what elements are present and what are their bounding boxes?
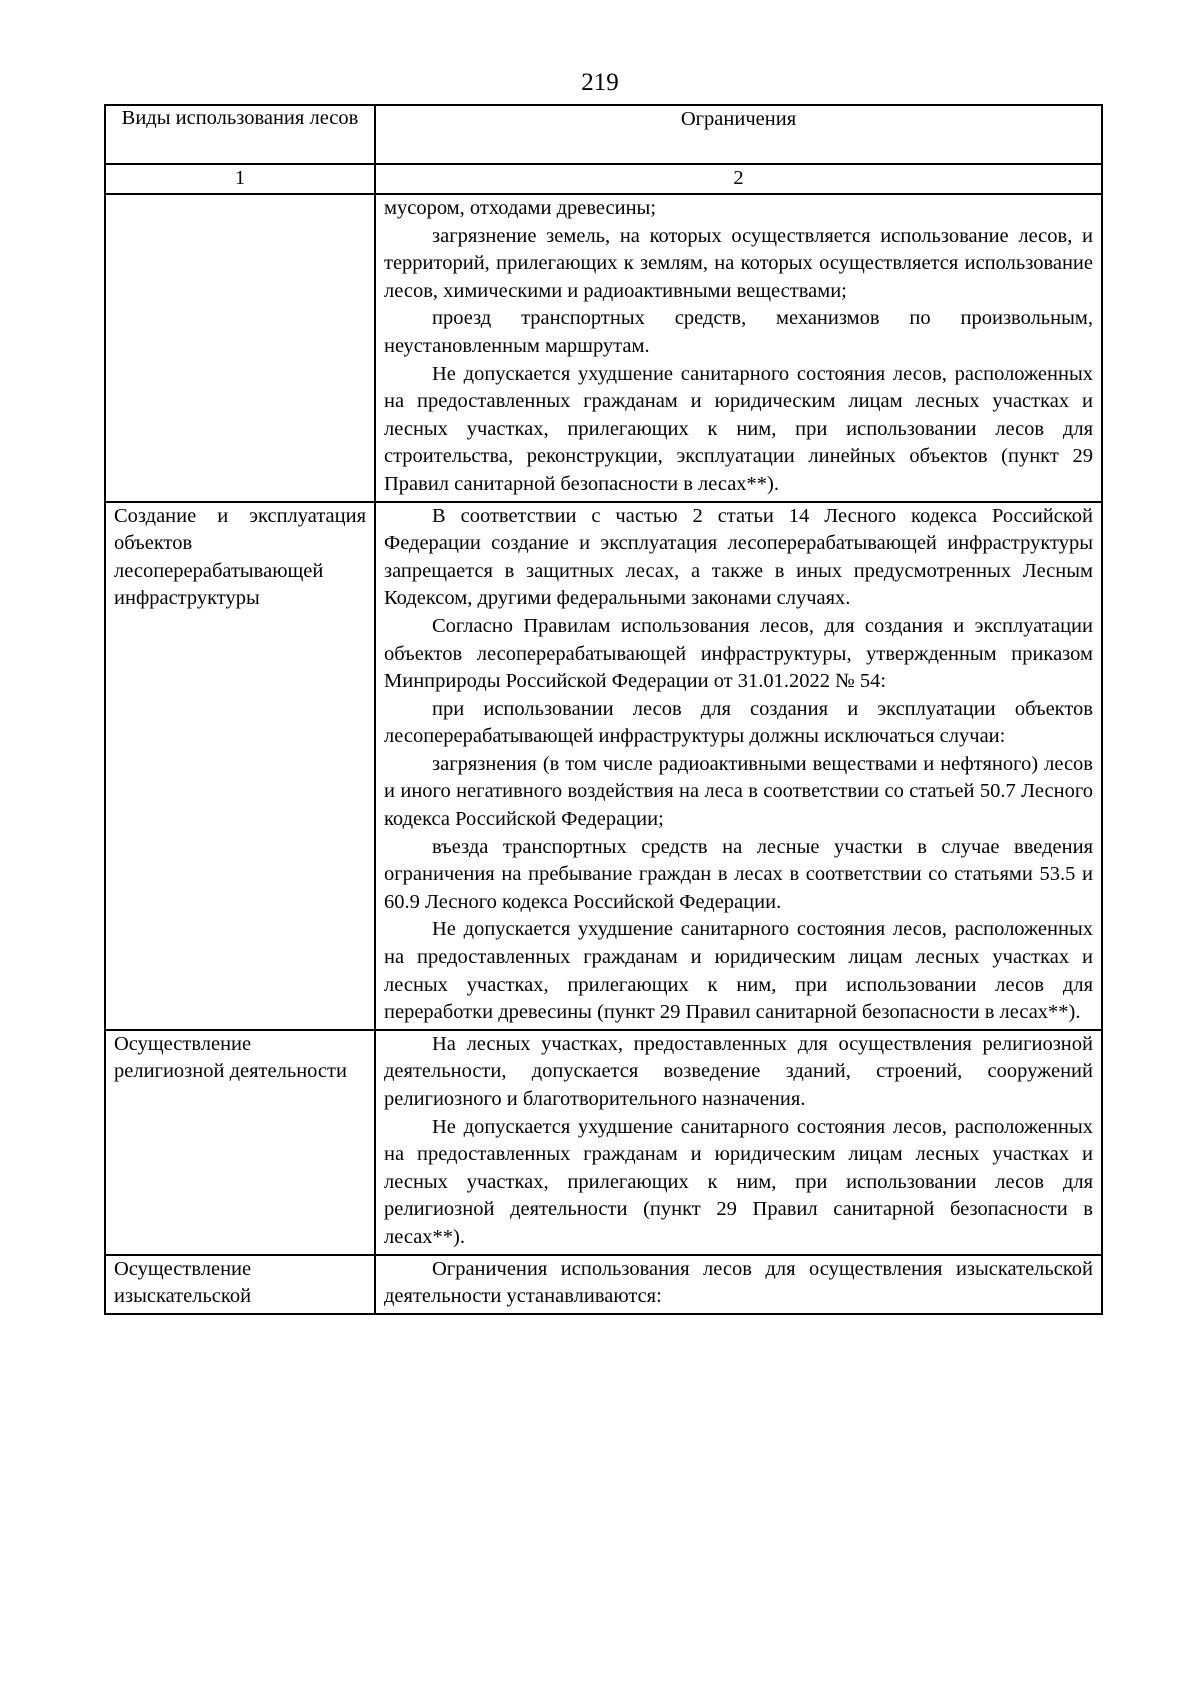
restriction-paragraph: Не допускается ухудшение санитарного состояния лесов, расположенных на предоставленных гражданам и юридическим лицам лесных участках и лесных участках, прилегающих к ним, при использовании лесов для религиозной деятельности (пункт 29 Правил санитарной безопасности в лесах**). (384, 1115, 1093, 1248)
restriction-paragraph: Не допускается ухудшение санитарного состояния лесов, расположенных на предоставленных гражданам и юридическим лицам лесных участках и лесных участках, прилегающих к ним, при использовании лесов для переработки древесины (пункт 29 Правил санитарной безопасности в лесах**). (384, 918, 1093, 1024)
column-number-1: 1 (105, 164, 375, 194)
restriction-paragraph: Согласно Правилам использования лесов, для создания и эксплуатации объектов лесоперерабатывающей инфраструктуры, утвержденным приказом Минприроды Российской Федерации от 31.01.2022 № 54: (384, 614, 1093, 693)
restrictions-cell (375, 1255, 1102, 1314)
table-row (105, 1030, 1102, 1255)
restriction-paragraph: В соответствии с частью 2 статьи 14 Лесного кодекса Российской Федерации создание и эксплуатация лесоперерабатывающей инфраструктуры запрещается в защитных лесах, а также в иных предусмотренных Лесным Кодексом, другими федеральными законами случаях. (384, 504, 1093, 610)
restriction-paragraph: проезд транспортных средств, механизмов по произвольным, неустановленным маршрутам. (384, 307, 1093, 357)
restriction-paragraph: при использовании лесов для создания и эксплуатации объектов лесоперерабатывающей инфраструктуры должны исключаться случаи: (384, 697, 1093, 748)
restriction-paragraph: Не допускается ухудшение санитарного состояния лесов, расположенных на предоставленных гражданам и юридическим лицам лесных участках и лесных участках, прилегающих к ним, при использовании лесов для строительства, реконструкции, эксплуатации линейных объектов (пункт 29 Правил санитарной безопасности в лесах**). (384, 362, 1093, 495)
page-number: 219 (581, 69, 619, 96)
restriction-paragraph: Ограничения использования лесов для осуществления изыскательской деятельности устанавливаются: (384, 1257, 1093, 1308)
table-row (105, 502, 1102, 1030)
restriction-paragraph: загрязнение земель, на которых осуществляется использование лесов, и территорий, прилегающих к землям, на которых осуществляется использование лесов, химическими и радиоактивными веществами; (384, 224, 1093, 302)
restrictions-cell (375, 194, 1102, 502)
restriction-paragraph: На лесных участках, предоставленных для осуществления религиозной деятельности, допускается возведение зданий, строений, сооружений религиозного и благотворительного назначения. (384, 1032, 1093, 1110)
forest-use-type-cell (105, 194, 375, 502)
table-row (105, 1255, 1102, 1314)
table-header-row (105, 105, 1102, 164)
restrictions-cell (375, 502, 1102, 1030)
forest-use-type-cell: Создание и эксплуатация объектов лесоперерабатывающей инфраструктуры (105, 502, 375, 1030)
column-number-row (105, 164, 1102, 194)
forest-use-type-cell: Осуществление изыскательской (105, 1255, 375, 1314)
restrictions-table (104, 104, 1103, 1315)
header-forest-use-types: Виды использования лесов (105, 105, 375, 164)
restriction-paragraph: мусором, отходами древесины; (384, 197, 657, 219)
table-row (105, 194, 1102, 502)
restriction-paragraph: загрязнения (в том числе радиоактивными веществами и нефтяного) лесов и иного негативного воздействия на леса в соответствии со статьей 50.7 Лесного кодекса Российской Федерации; (384, 752, 1093, 831)
restriction-paragraph: въезда транспортных средств на лесные участки в случае введения ограничения на пребывание граждан в лесах в соответствии со статьями 53.5 и 60.9 Лесного кодекса Российской Федерации. (384, 835, 1093, 913)
column-number-2: 2 (375, 164, 1102, 194)
forest-use-type-cell: Осуществление религиозной деятельности (105, 1030, 375, 1255)
header-restrictions: Ограничения (375, 105, 1102, 164)
restrictions-cell (375, 1030, 1102, 1255)
